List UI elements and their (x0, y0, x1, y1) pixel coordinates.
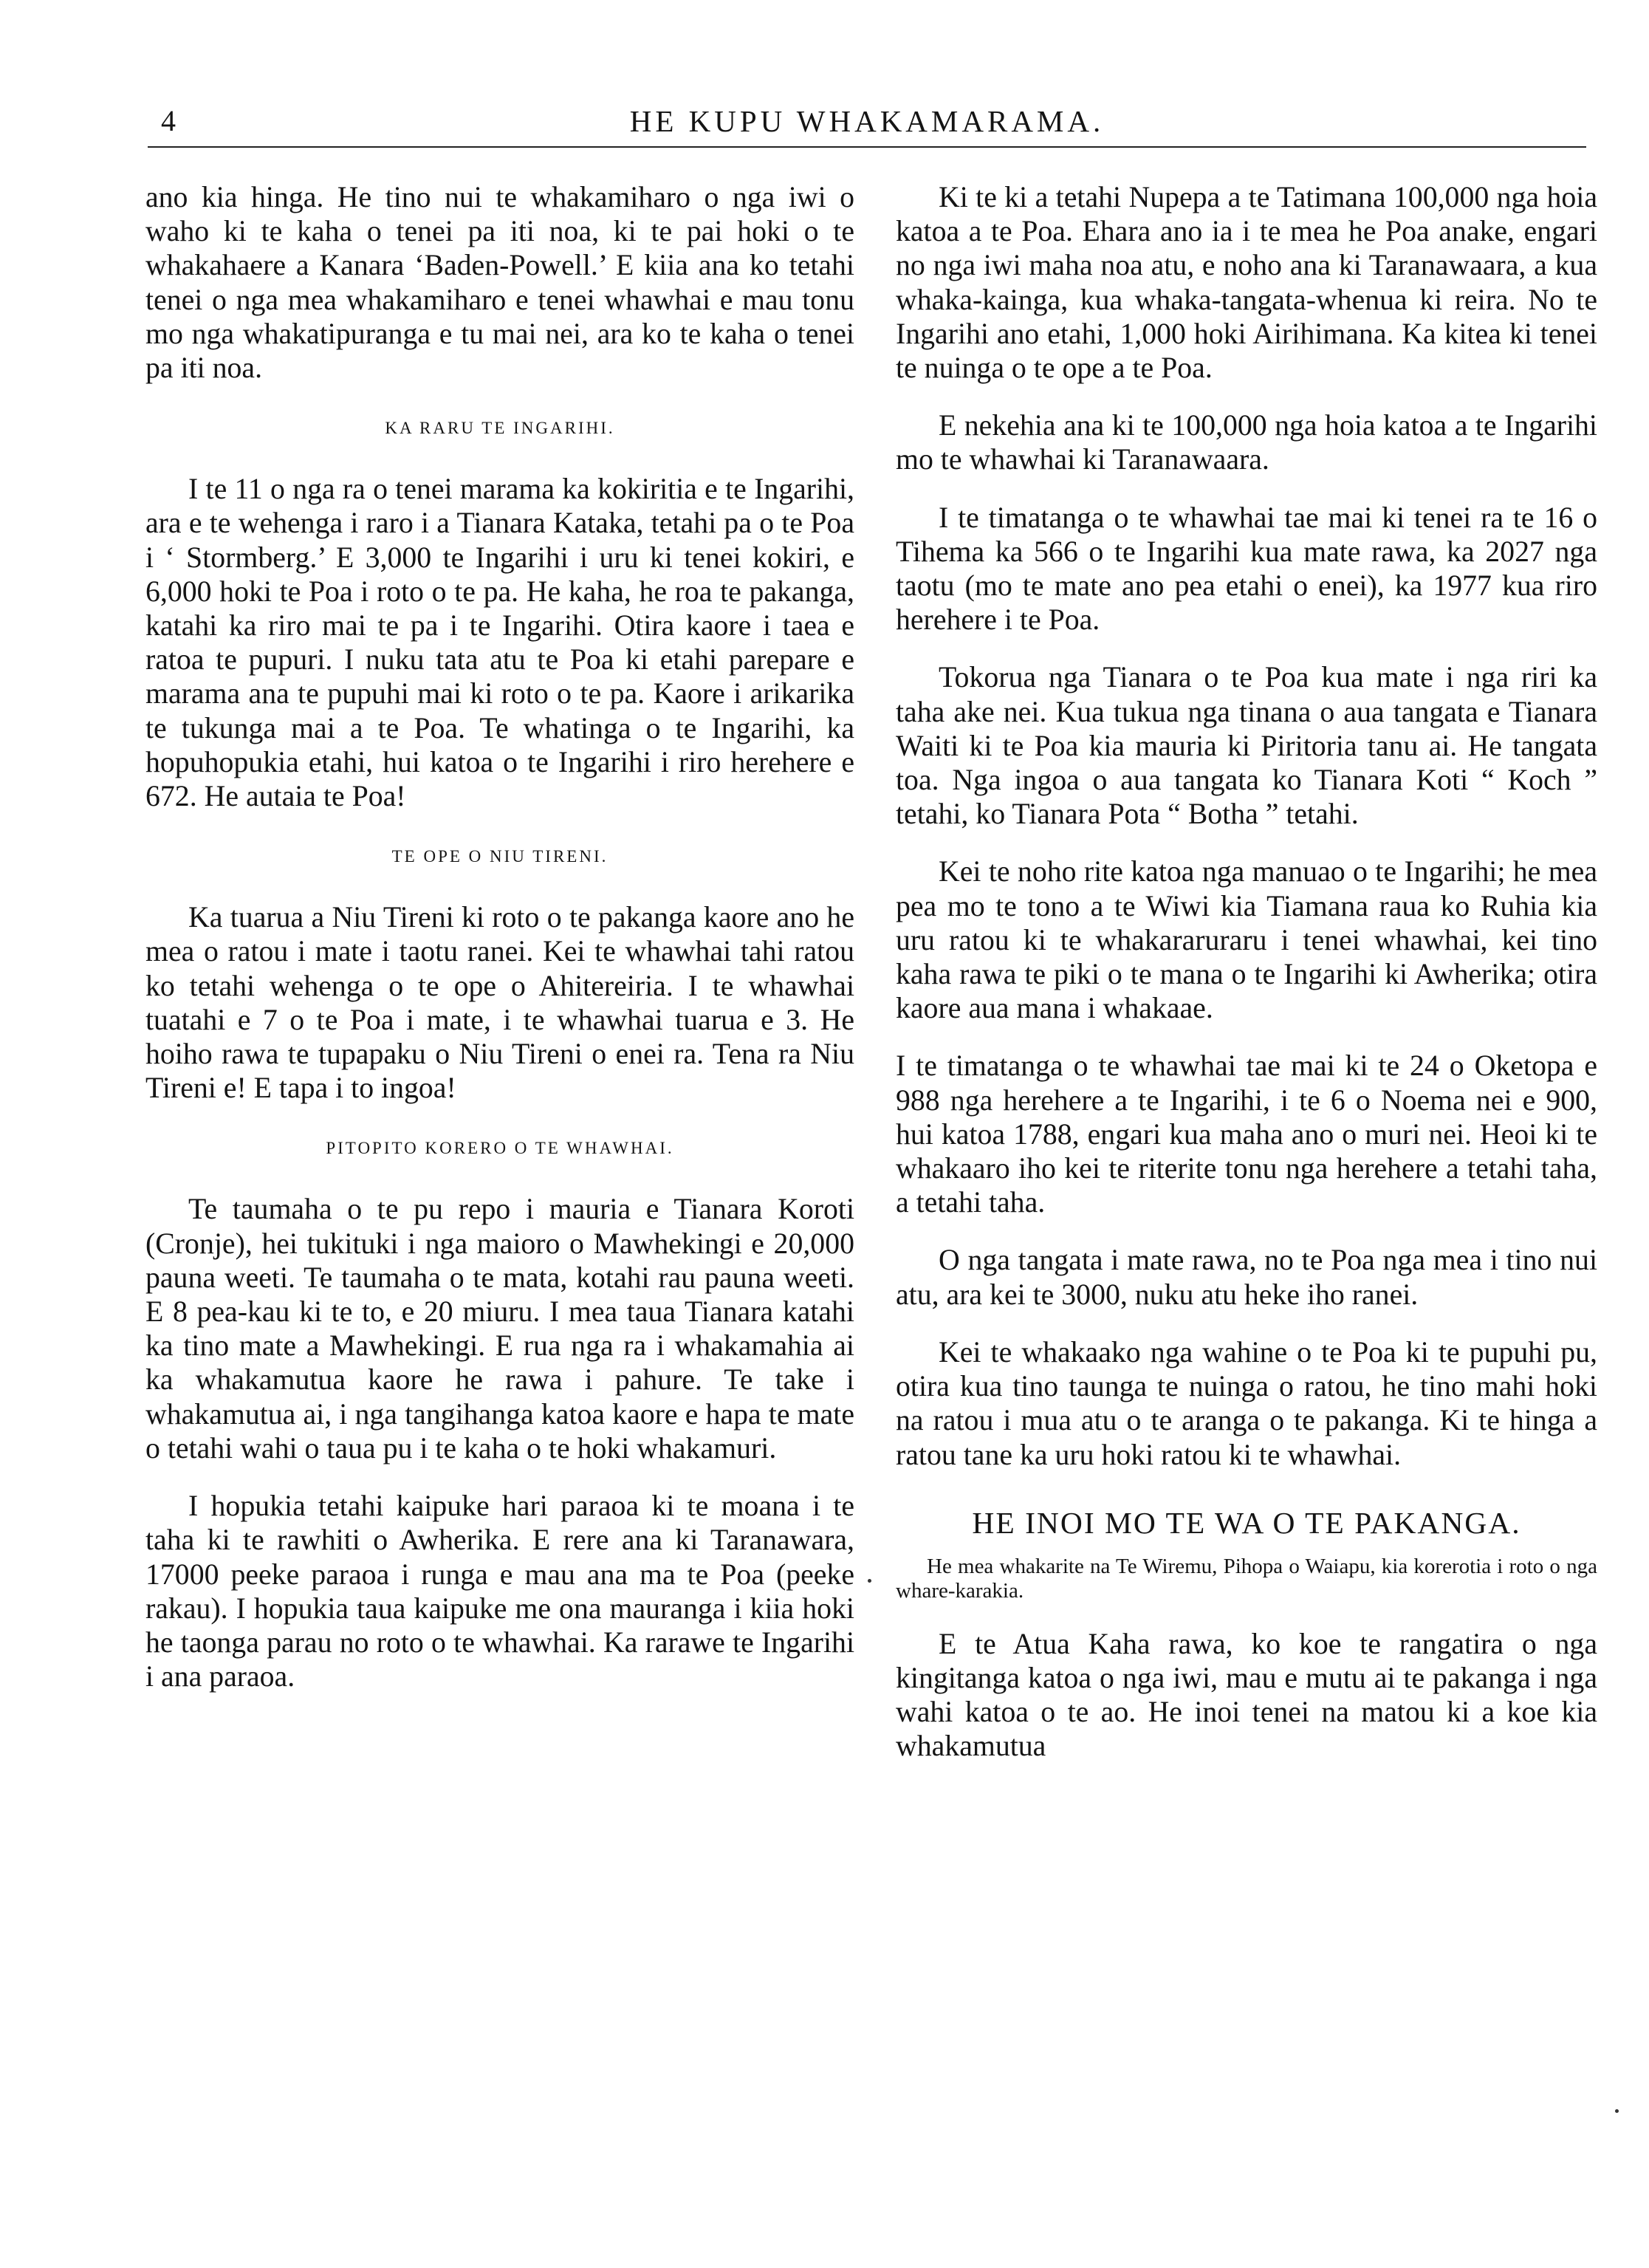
section-heading-niu-tireni: TE OPE O NIU TIRENI. (391, 847, 608, 866)
right-paragraph-4: Tokorua nga Tianara o te Poa kua mate i nga riri ka taha ake nei. Kua tukua nga tinana o aua tangata e Tianara Waiti ki te Poa kia mauria ki Piritoria tanu ai. He tangata toa. Nga ingoa o aua tangata ko Tianara Koti “ Koch ” tetahi, ko Tianara Pota “ Botha ” tetahi. (896, 661, 1597, 831)
page-number: 4 (161, 104, 177, 137)
intro-paragraph: ano kia hinga. He tino nui te whakamiharo o nga iwi o waho ki te kaha o tenei pa iti noa, ki te pai hoki o te whakahaere a Kanara ‘Baden-Powell.’ E kiia ana ko tetahi tenei o nga mea whakamiharo e tenei whawhai e mau tonu mo nga whakatipuranga e tu mai nei, ara ko te kaha o tenei pa iti noa. (145, 181, 854, 385)
section-paragraph-pitopito-2: I hopukia tetahi kaipuke hari paraoa ki te moana i te taha ki te rawhiti o Awherika. E rere ana ki Taranawara, 17000 peeke paraoa i runga e mau ana ma te Poa (peeke rakau). I hopukia taua kaipuke me ona mauranga i kiia hoki he taonga parau no roto o te whawhai. Ka rarawe te Ingarihi i ana paraoa. (145, 1490, 854, 1693)
right-paragraph-1: Ki te ki a tetahi Nupepa a te Tatimana 100,000 nga hoia katoa a te Poa. Ehara ano ia i te mea he Poa anake, engari no nga iwi maha noa atu, e noho ana ki Taranawaara, a kua whaka-kainga, kua whaka-tangata-whenua ki reira. No te Ingarihi ano etahi, 1,000 hoki Airihimana. Ka kitea ki tenei te nuinga o te ope a te Poa. (896, 181, 1597, 385)
header-rule (148, 146, 1586, 148)
prayer-byline: He mea whakarite na Te Wiremu, Pihopa o Waiapu, kia korerotia i roto o nga whare-karakia. (896, 1554, 1597, 1603)
right-paragraph-2: E nekehia ana ki te 100,000 nga hoia katoa a te Ingarihi mo te whawhai ki Taranawaara. (896, 409, 1597, 476)
section-paragraph-ka-raru: I te 11 o nga ra o tenei marama ka kokiritia e te Ingarihi, ara e te wehenga i raro i a Tianara Kataka, tetahi pa o te Poa i ‘ Stormberg.’ E 3,000 te Ingarihi i uru ki tenei kokiri, e 6,000 hoki te Poa i roto o te pa. He kaha, he roa te pakanga, katahi ka riro mai te pa i te Ingarihi. Otira kaore i taea e ratoa te pupuri. I nuku tata atu te Poa ki etahi parepare e marama ana te pupuhi mai ki roto o te pa. Kaore i arikarika te tukunga mai a te Poa. Te whatinga o te Ingarihi, ka hopuhopukia etahi, hui katoa o te Ingarihi i riro herehere e 672. He autaia te Poa! (145, 473, 854, 813)
right-paragraph-3: I te timatanga o te whawhai tae mai ki tenei ra te 16 o Tihema ka 566 o te Ingarihi kua mate rawa, ka 2027 nga taotu (mo te mate ano pea etahi o enei), ka 1977 kua riro herehere i te Poa. (896, 501, 1597, 637)
section-heading-ka-raru: KA RARU TE INGARIHI. (385, 419, 615, 438)
right-paragraph-6: I te timatanga o te whawhai tae mai ki te 24 o Oketopa e 988 nga herehere a te Ingarihi, i te 6 o Noema nei e 900, hui katoa 1788, engari kua maha ano o muri nei. Heoi ki te whakaaro iho kei te riterite tonu nga herehere a tetahi taha, a tetahi taha. (896, 1049, 1597, 1219)
right-paragraph-8: Kei te whakaako nga wahine o te Poa ki te pupuhi pu, otira kua tino taunga te nuinga o ratou, he tino mahi hoki na ratou i mua atu o te aranga o te pakanga. Ki te hinga a ratou tane ka uru hoki ratou ki te whawhai. (896, 1335, 1597, 1471)
page-title: HE KUPU WHAKAMARAMA. (629, 104, 1105, 138)
section-heading-pitopito: PITOPITO KORERO O TE WHAWHAI. (326, 1139, 674, 1158)
right-paragraph-5: Kei te noho rite katoa nga manuao o te Ingarihi; he mea pea mo te tono a te Wiwi kia Tiamana raua ko Ruhia kia uru ratou ki te whakararuraru i tenei whawhai, kei tino kaha rawa te piki o te mana o te Ingarihi ki Awherika; otira kaore aua mana i whakaae. (896, 855, 1597, 1025)
print-speck (868, 1579, 871, 1583)
right-column (896, 180, 1597, 1764)
prayer-paragraph: E te Atua Kaha rawa, ko koe te rangatira o nga kingitanga katoa o nga iwi, mau e mutu ai te pakanga i nga wahi katoa o te ao. He inoi tenei na matou ki a koe kia whakamutua (896, 1627, 1597, 1763)
section-paragraph-niu-tireni: Ka tuarua a Niu Tireni ki roto o te pakanga kaore ano he mea o ratou i mate i taotu ranei. Kei te whawhai tahi ratou ko tetahi wehenga o te ope o Ahitereiria. I te whawhai tuatahi e 7 o te Poa i mate, i te whawhai tuarua e 3. He hoiho rawa te tupapaku o Niu Tireni o enei ra. Tena ra Niu Tireni e! E tapa i to ingoa! (145, 901, 854, 1105)
left-column (145, 180, 854, 1693)
prayer-heading: HE INOI MO TE WA O TE PAKANGA. (972, 1505, 1521, 1540)
right-paragraph-7: O nga tangata i mate rawa, no te Poa nga mea i tino nui atu, ara kei te 3000, nuku atu heke iho ranei. (896, 1244, 1597, 1311)
section-paragraph-pitopito-1: Te taumaha o te pu repo i mauria e Tianara Koroti (Cronje), hei tukituki i nga maioro o Mawhekingi e 20,000 pauna weeti. Te taumaha o te mata, kotahi rau pauna weeti. E 8 pea-kau ki te to, e 20 miuru. I mea taua Tianara katahi ka tino mate a Mawhekingi. E rua nga ra i whakamahia ai ka whakamutua kaore he rawa i pahure. Te take i whakamutua ai, i nga tangihanga katoa kaore e hapa te mate o tetahi wahi o taua pu i te kaha o te hoki whakamuri. (145, 1193, 854, 1464)
running-header (148, 103, 1586, 151)
print-speck (1615, 2109, 1619, 2113)
